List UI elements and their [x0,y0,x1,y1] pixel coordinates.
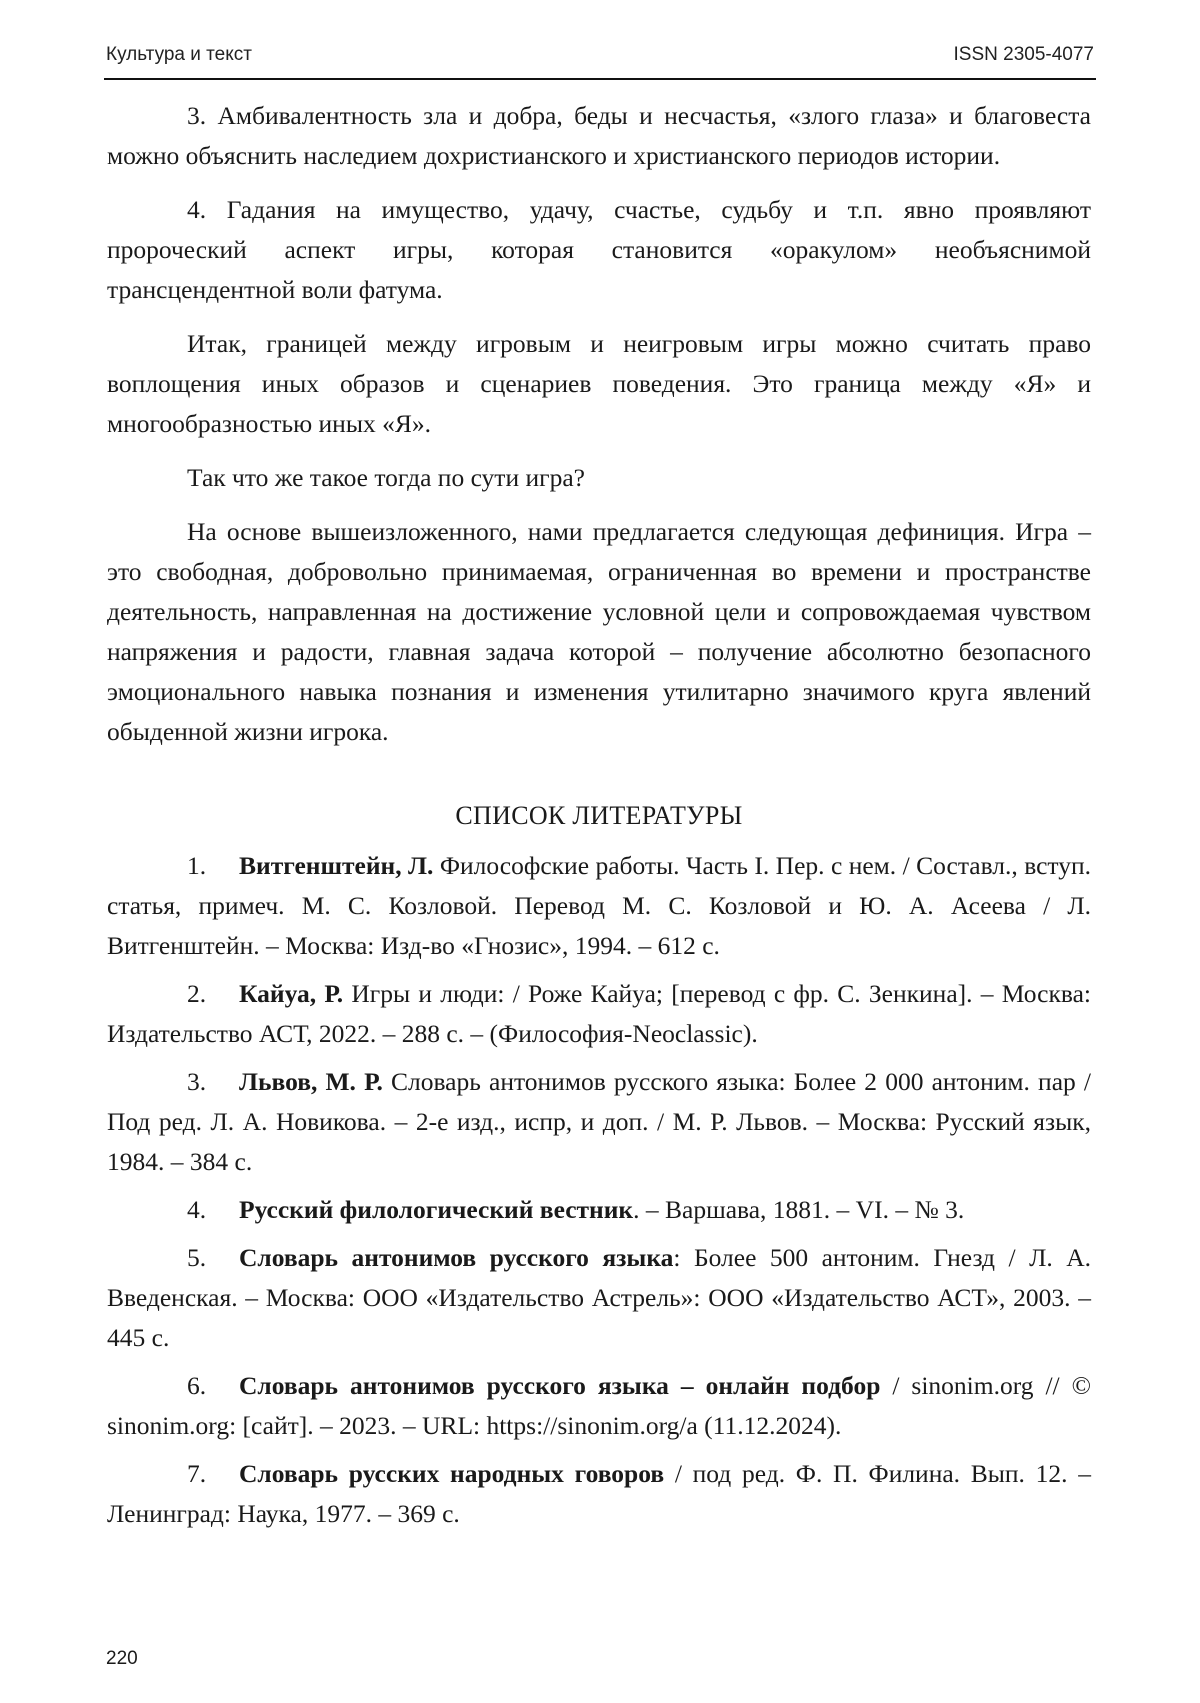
reference-author: Витгенштейн, Л. [239,851,434,880]
reference-number: 2. [187,979,207,1008]
reference-text: Словарь антонимов русского языка: Более 2 000 антоним. пар / Под ред. Л. А. Новикова. – 2-е изд., испр, и доп. / М. Р. Львов. – Москва: Русский язык, 1984. – 384 с. [107,1067,1091,1176]
reference-number: 7. [187,1459,207,1488]
reference-author: Львов, М. Р. [239,1067,383,1096]
reference-text: : Более 500 антоним. Гнезд / Л. А. Введенская. – Москва: ООО «Издательство Астрель»: ООО «Издательство АСТ», 2003. – 445 с. [107,1243,1091,1352]
reference-author: Словарь русских народных говоров [239,1459,665,1488]
article-body [107,96,1091,1542]
paragraph: 3. Амбивалентность зла и добра, беды и несчастья, «злого глаза» и благовеста можно объяснить наследием дохристианского и христианского периодов истории. [107,101,1091,170]
paragraph: 4. Гадания на имущество, удачу, счастье, судьбу и т.п. явно проявляют пророческий аспект игры, которая становится «оракулом» необъяснимой трансцендентной воли фатума. [107,195,1091,304]
reference-number: 3. [187,1067,207,1096]
reference-text: Философские работы. Часть I. Пер. с нем. / Составл., вступ. статья, примеч. М. С. Козловой. Перевод М. С. Козловой и Ю. А. Асеева / Л. Витгенштейн. – Москва: Изд-во «Гнозис», 1994. – 612 с. [107,851,1091,960]
reference-text: . – Варшава, 1881. – VI. – № 3. [633,1195,965,1224]
paragraph: Итак, границей между игровым и неигровым игры можно считать право воплощения иных образов и сценариев поведения. Это граница между «Я» и многообразностью иных «Я». [107,329,1091,438]
reference-item [107,1366,1091,1446]
reference-author: Русский филологический вестник [239,1195,634,1224]
reference-item [107,1190,1091,1230]
reference-item [107,846,1091,966]
references-heading: СПИСОК ЛИТЕРАТУРЫ [455,801,743,830]
reference-number: 4. [187,1195,207,1224]
reference-number: 6. [187,1371,207,1400]
reference-number: 1. [187,851,207,880]
reference-text: / sinonim.org // © sinonim.org: [сайт]. – 2023. – URL: https://sinonim.org/a (11.12.2024). [107,1371,1091,1440]
reference-number: 5. [187,1243,207,1272]
page-number: 220 [106,1648,138,1669]
reference-item [107,974,1091,1054]
reference-text: / под ред. Ф. П. Филина. Вып. 12. – Ленинград: Наука, 1977. – 369 с. [107,1459,1091,1528]
reference-author: Кайуа, Р. [239,979,344,1008]
journal-title: Культура и текст [106,44,252,65]
issn-label: ISSN 2305-4077 [953,44,1094,65]
paragraph: Так что же такое тогда по сути игра? [187,463,585,492]
paragraph: На основе вышеизложенного, нами предлагается следующая дефиниция. Игра – это свободная, добровольно принимаемая, ограниченная во времени и пространстве деятельность, направленная на достижение условной цели и сопровождаемая чувством напряжения и радости, главная задача которой – получение абсолютно безопасного эмоционального навыка познания и изменения утилитарно значимого круга явлений обыденной жизни игрока. [107,517,1091,746]
header-rule [104,78,1096,80]
reference-author: Словарь антонимов русского языка [239,1243,674,1272]
reference-author: Словарь антонимов русского языка – онлайн подбор [239,1371,881,1400]
reference-item [107,1238,1091,1358]
reference-item [107,1454,1091,1534]
reference-item [107,1062,1091,1182]
running-header [106,44,1094,74]
reference-text: Игры и люди: / Роже Кайуа; [перевод с фр. С. Зенкина]. – Москва: Издательство АСТ, 2022. – 288 с. – (Философия-Neoclassic). [107,979,1091,1048]
